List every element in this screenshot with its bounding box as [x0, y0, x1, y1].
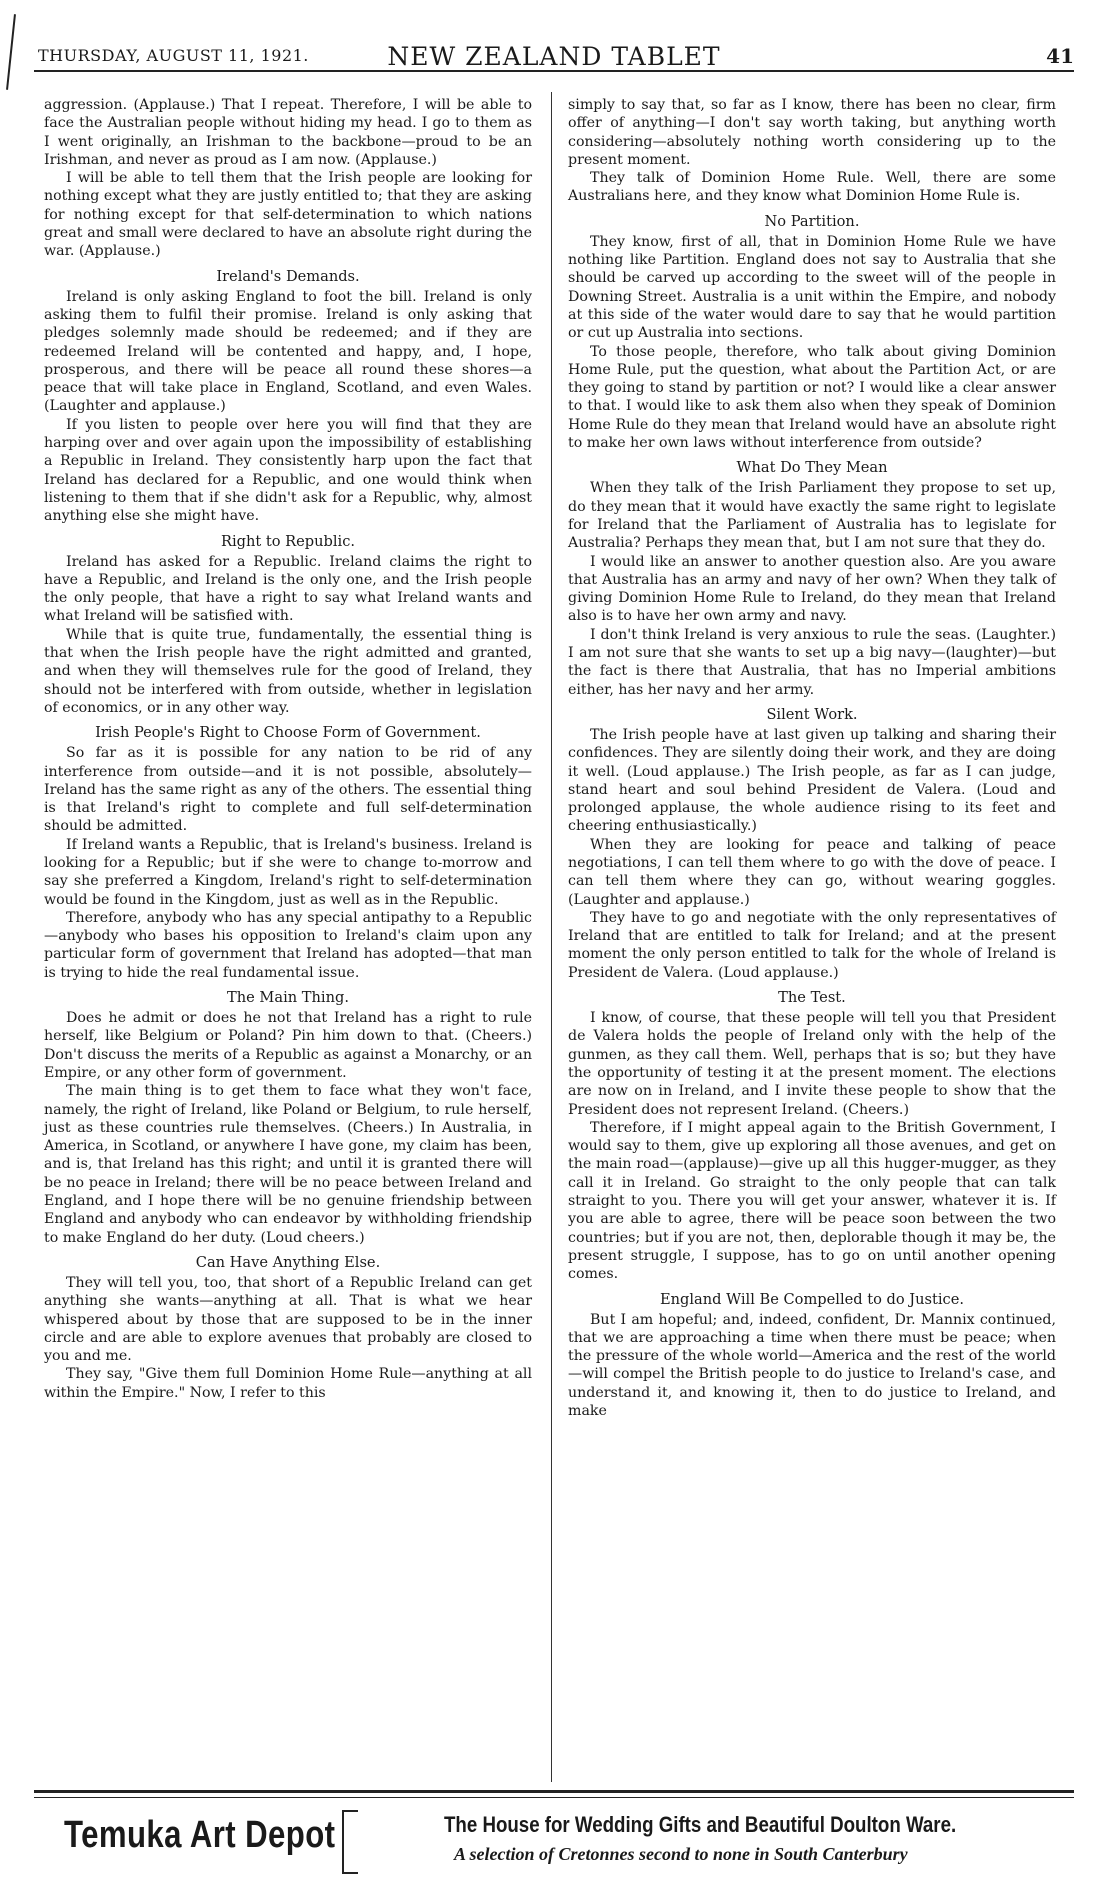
- article-paragraph: If you listen to people over here you will find that they are harping over and over again upon the impossibility of establishing a Republic in Ireland. They consistently harp upon the fact that Ireland has declared for a Republic, and one would think when listening to them that if she didn't ask for a Republic, why, almost anything else she might have.: [44, 416, 532, 525]
- header-date: THURSDAY, AUGUST 11, 1921.: [38, 46, 309, 65]
- article-paragraph: They say, "Give them full Dominion Home Rule—anything at all within the Empire." Now, I refer to this: [44, 1366, 532, 1401]
- section-heading: Ireland's Demands.: [216, 267, 360, 285]
- article-paragraph: aggression. (Applause.) That I repeat. Therefore, I will be able to face the Australian people without hiding my head. I go to them as I went originally, an Irishman to the backbone—proud to be an Irishman, and never as proud as I am now. (Applause.): [44, 97, 532, 168]
- section-heading: No Partition.: [764, 212, 860, 230]
- section-heading: England Will Be Compelled to do Justice.: [659, 1290, 965, 1308]
- right-column: [568, 96, 1056, 1420]
- page-header: [34, 40, 1074, 72]
- footer-rule-thin: [34, 1797, 1074, 1798]
- ad-tagline: The House for Wedding Gifts and Beautiful Doulton Ware.: [444, 1812, 957, 1837]
- article-paragraph: They talk of Dominion Home Rule. Well, there are some Australians here, and they know what Dominion Home Rule is.: [568, 170, 1056, 205]
- section-heading: Can Have Anything Else.: [195, 1253, 381, 1271]
- article-paragraph: Therefore, if I might appeal again to the British Government, I would say to them, give up exploring all those avenues, and get on the main road—(applause)—give up all this hugger-mugger, as they call it in Ireland. Go straight to the only people that can talk straight to you. There you will get your answer, whatever it is. If you are able to agree, there will be peace soon between the two countries; but if you are not, then, deplorable though it may be, the present struggle, I suppose, has to go on until another opening comes.: [568, 1119, 1056, 1283]
- left-column: [44, 96, 532, 1402]
- masthead-title: NEW ZEALAND TABLET: [387, 42, 721, 71]
- footer-rule-thick: [34, 1790, 1074, 1793]
- ad-subline: A selection of Cretonnes second to none in South Canterbury: [454, 1844, 908, 1864]
- article-paragraph: Ireland is only asking England to foot the bill. Ireland is only asking them to fulfil their promise. Ireland is only asking that pledges solemnly made should be redeemed; and if they are redeemed Ireland will be contented and happy, and, I hope, prosperous, and there will be peace all round these shores—a peace that will take place in England, Scotland, and even Wales. (Laughter and applause.): [44, 288, 532, 415]
- article-paragraph: I will be able to tell them that the Irish people are looking for nothing except what they are justly entitled to; that they are asking for nothing except for that self-determination to which nations great and small were declared to have an absolute right during the war. (Applause.): [44, 170, 532, 260]
- section-heading: Silent Work.: [766, 705, 858, 723]
- article-paragraph: To those people, therefore, who talk about giving Dominion Home Rule, put the question, what about the Partition Act, or are they going to stand by partition or not? I would like a clear answer to that. I would like to ask them also when they speak of Dominion Home Rule do they mean that Ireland would have an absolute right to make her own laws without interference from outside?: [568, 343, 1056, 452]
- article-paragraph: Ireland has asked for a Republic. Ireland claims the right to have a Republic, and Ireland is the only one, and the Irish people the only people, that have a right to say what Ireland wants and what Ireland will be satisfied with.: [44, 553, 532, 625]
- article-paragraph: I would like an answer to another question also. Are you aware that Australia has an army and navy of her own? When they talk of giving Dominion Home Rule to Ireland, do they mean that Ireland also is to have her own army and navy.: [568, 553, 1056, 625]
- page-number: 41: [1046, 44, 1074, 68]
- article-paragraph: They have to go and negotiate with the only representatives of Ireland that are entitled to talk for Ireland; and at the present moment the only person entitled to talk for the whole of Ireland is President de Valera. (Loud applause.): [568, 909, 1056, 981]
- article-paragraph: So far as it is possible for any nation to be rid of any interference from outside—and it is not possible, absolutely—Ireland has the same right as any of the others. The essential thing is that Ireland's right to complete and full self-determination should be admitted.: [44, 745, 532, 835]
- margin-mark: [6, 14, 16, 90]
- article-paragraph: When they are looking for peace and talking of peace negotiations, I can tell them where to go with the dove of peace. I can tell them where they can go, without wearing goggles. (Laughter and applause.): [568, 836, 1056, 908]
- column-divider: [551, 92, 552, 1782]
- section-heading: The Main Thing.: [227, 989, 349, 1007]
- ad-bracket: [342, 1810, 358, 1874]
- article-paragraph: If Ireland wants a Republic, that is Ireland's business. Ireland is looking for a Republic; but if she were to change to-morrow and say she preferred a Kingdom, Ireland's right to self-determination would be found in the Kingdom, just as well as in the Republic.: [44, 836, 532, 908]
- article-paragraph: But I am hopeful; and, indeed, confident, Dr. Mannix continued, that we are approaching a time when there must be peace; when the pressure of the whole world—America and the rest of the world—will compel the British people to do justice to Ireland's case, and understand it, and knowing it, then to do justice to Ireland, and make: [568, 1311, 1056, 1419]
- article-paragraph: I know, of course, that these people will tell you that President de Valera holds the people of Ireland only with the help of the gunmen, as they call them. Well, perhaps that is so; but they have the opportunity of testing it at the present moment. The elections are now on in Ireland, and I invite these people to show that the President does not represent Ireland. (Cheers.): [568, 1010, 1056, 1118]
- article-paragraph: The main thing is to get them to face what they won't face, namely, the right of Ireland, like Poland or Belgium, to rule herself, just as these countries rule themselves. (Cheers.) In Australia, in America, in Scotland, or anywhere I have gone, my claim has been, and is, that Ireland has this right; and until it is granted there will be no peace in Ireland; there will be no peace between Ireland and England, and I hope there will be no genuine friendship between England and anybody who can endeavor by withholding friendship to make England do her duty. (Loud cheers.): [44, 1083, 532, 1246]
- article-paragraph: simply to say that, so far as I know, there has been no clear, firm offer of anything—I don't say worth taking, but anything worth considering—absolutely nothing worth considering up to the present moment.: [568, 97, 1056, 168]
- article-paragraph: Therefore, anybody who has any special antipathy to a Republic—anybody who bases his opposition to Ireland's claim upon any particular form of government that Ireland has adopted—that man is trying to hide the real fundamental issue.: [44, 909, 532, 981]
- article-paragraph: While that is quite true, fundamentally, the essential thing is that when the Irish people have the right admitted and granted, and when they will themselves rule for the good of Ireland, they should not be interfered with from outside, whether in legislation of economics, or in any other way.: [44, 626, 532, 716]
- advertiser-name: Temuka Art Depot: [64, 1814, 336, 1856]
- section-heading: Irish People's Right to Choose Form of Government.: [95, 724, 481, 742]
- article-paragraph: They know, first of all, that in Dominion Home Rule we have nothing like Partition. England does not say to Australia that she should be carved up according to the sweet will of the people in Downing Street. Australia is a unit within the Empire, and nobody at this side of the water would dare to say that he would partition or cut up Australia into sections.: [568, 233, 1056, 342]
- article-paragraph: I don't think Ireland is very anxious to rule the seas. (Laughter.) I am not sure that she wants to set up a big navy—(laughter)—but the fact is there that Australia, that has no Imperial ambitions either, has her navy and her army.: [568, 626, 1056, 698]
- article-paragraph: They will tell you, too, that short of a Republic Ireland can get anything she wants—anything at all. That is what we hear whispered about by those that are supposed to be in the inner circle and are able to explore avenues that probably are closed to you and me.: [44, 1274, 532, 1365]
- article-paragraph: When they talk of the Irish Parliament they propose to set up, do they mean that it would have exactly the same right to legislate for Ireland that the Parliament of Australia has to legislate for Australia? Perhaps they mean that, but I am not sure that they do.: [568, 480, 1056, 552]
- advertisement: [34, 1800, 1074, 1880]
- article-paragraph: Does he admit or does he not that Ireland has a right to rule herself, like Belgium or Poland? Pin him down to that. (Cheers.) Don't discuss the merits of a Republic as against a Monarchy, or an Empire, or any other form of government.: [44, 1010, 532, 1081]
- article-paragraph: The Irish people have at last given up talking and sharing their confidences. They are silently doing their work, and they are doing it well. (Loud applause.) The Irish people, as far as I can judge, stand heart and soul behind President de Valera. (Loud and prolonged applause, the whole audience rising to its feet and cheering enthusiastically.): [568, 726, 1056, 835]
- section-heading: The Test.: [778, 989, 846, 1007]
- section-heading: Right to Republic.: [220, 532, 356, 550]
- section-heading: What Do They Mean: [736, 459, 888, 477]
